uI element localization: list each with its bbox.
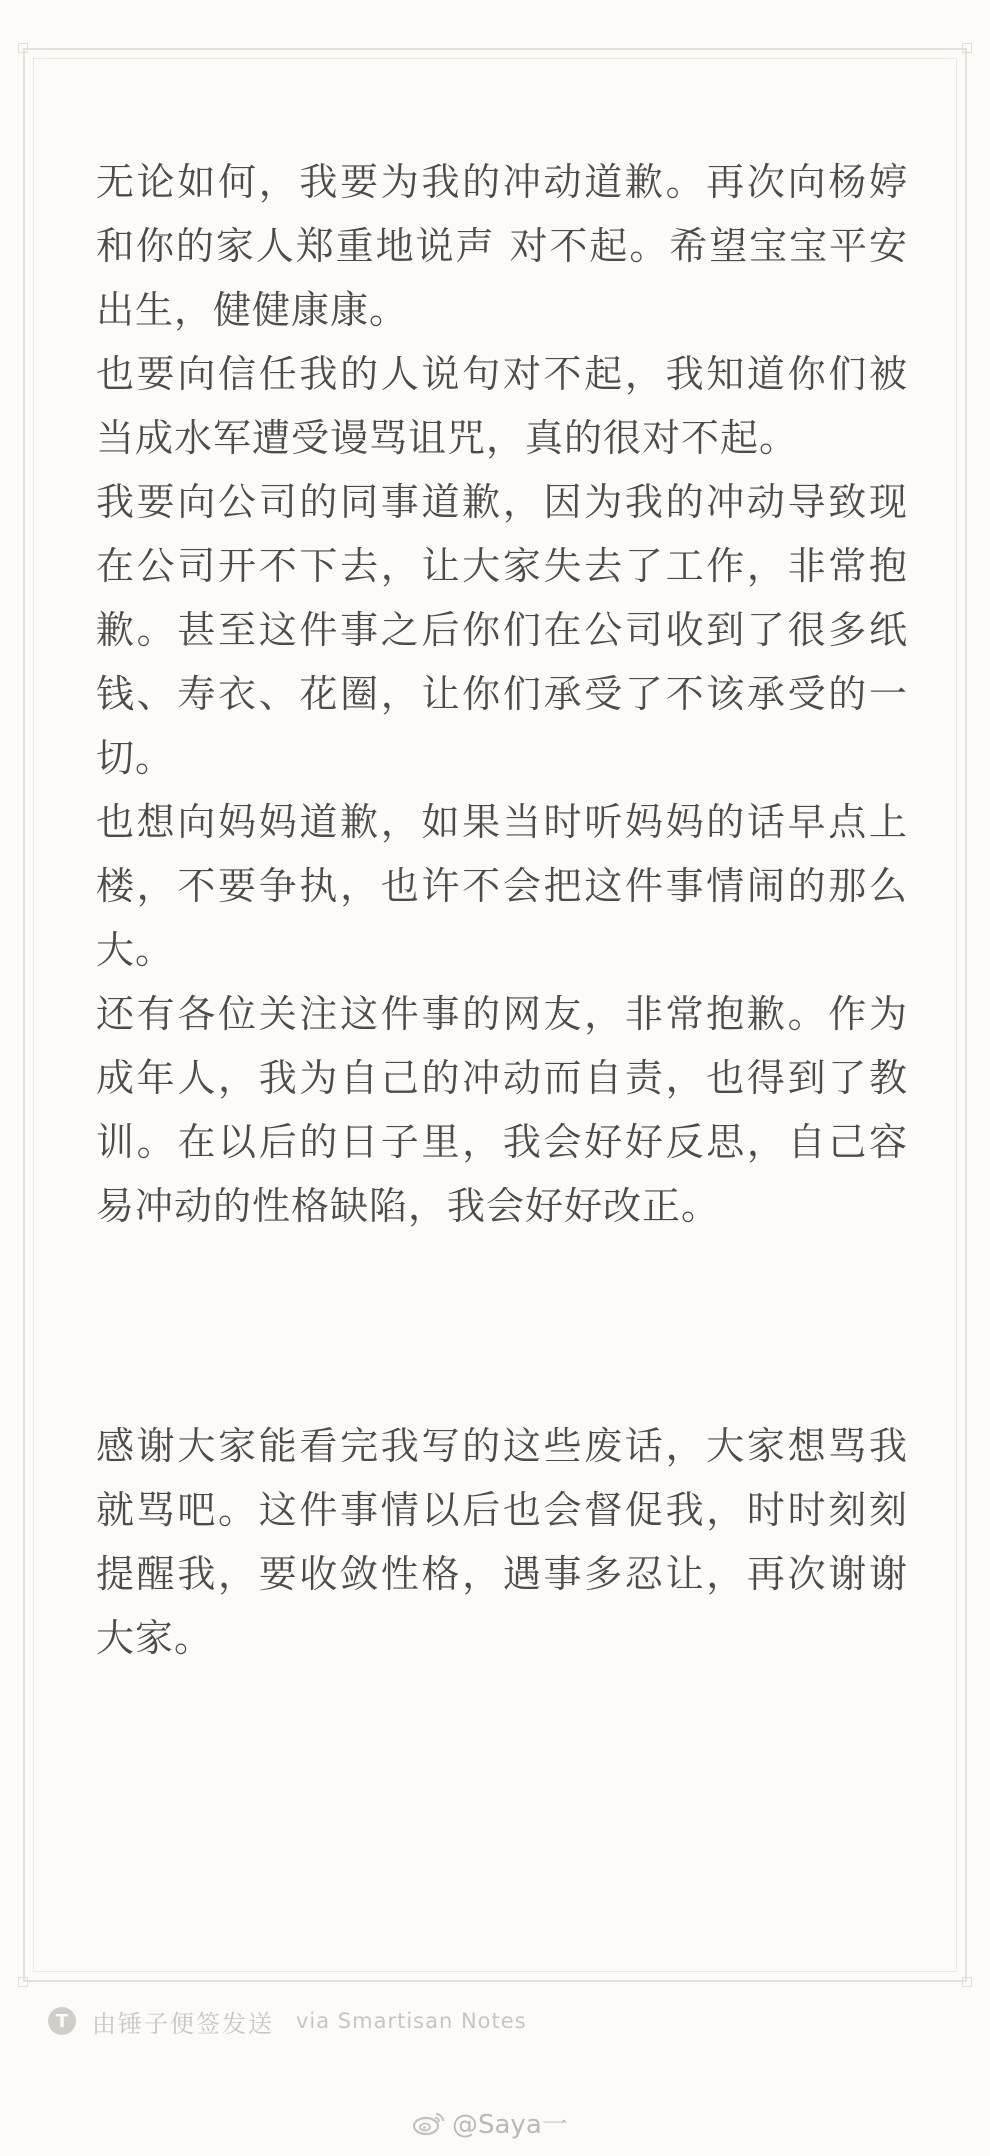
weibo-watermark (412, 2104, 568, 2141)
closing-paragraph: 感谢大家能看完我写的这些废话，大家想骂我就骂吧。这件事情以后也会督促我，时时刻刻提醒我，要收敛性格，遇事多忍让，再次谢谢大家。 (96, 1424, 908, 1660)
apology-paragraph-netizens: 还有各位关注这件事的网友，非常抱歉。作为成年人，我为自己的冲动而自责，也得到了教训。在以后的日子里，我会好好反思，自己容易冲动的性格缺陷，我会好好改正。 (96, 992, 908, 1228)
apology-paragraph-family: 无论如何，我要为我的冲动道歉。再次向杨婷和你的家人郑重地说声 对不起。希望宝宝平安出生，健健康康。 (96, 160, 908, 332)
apology-paragraph-colleagues: 我要向公司的同事道歉，因为我的冲动导致现在公司开不下去，让大家失去了工作，非常抱歉。甚至这件事之后你们在公司收到了很多纸钱、寿衣、花圈，让你们承受了不该承受的一切。 (96, 480, 908, 780)
footer-text-cn: 由锤子便签发送 (92, 2009, 274, 2038)
weibo-logo-icon (412, 2109, 446, 2137)
apology-paragraph-supporters: 也要向信任我的人说句对不起，我知道你们被当成水军遭受谩骂诅咒，真的很对不起。 (96, 352, 908, 460)
border-corner-bottom-right (962, 1977, 972, 1987)
note-body (96, 150, 908, 1670)
border-corner-top-left (18, 43, 28, 53)
border-corner-top-right (962, 43, 972, 53)
weibo-handle: @Saya一 (452, 2110, 568, 2140)
apology-paragraph-mother: 也想向妈妈道歉，如果当时听妈妈的话早点上楼，不要争执，也许不会把这件事情闹的那么大。 (96, 800, 908, 972)
footer-text-en: via Smartisan Notes (296, 2009, 527, 2033)
border-corner-bottom-left (18, 1977, 28, 1987)
paragraph-gap (96, 1238, 908, 1414)
smartisan-t-icon: T (48, 2007, 76, 2035)
note-footer (48, 2004, 527, 2038)
